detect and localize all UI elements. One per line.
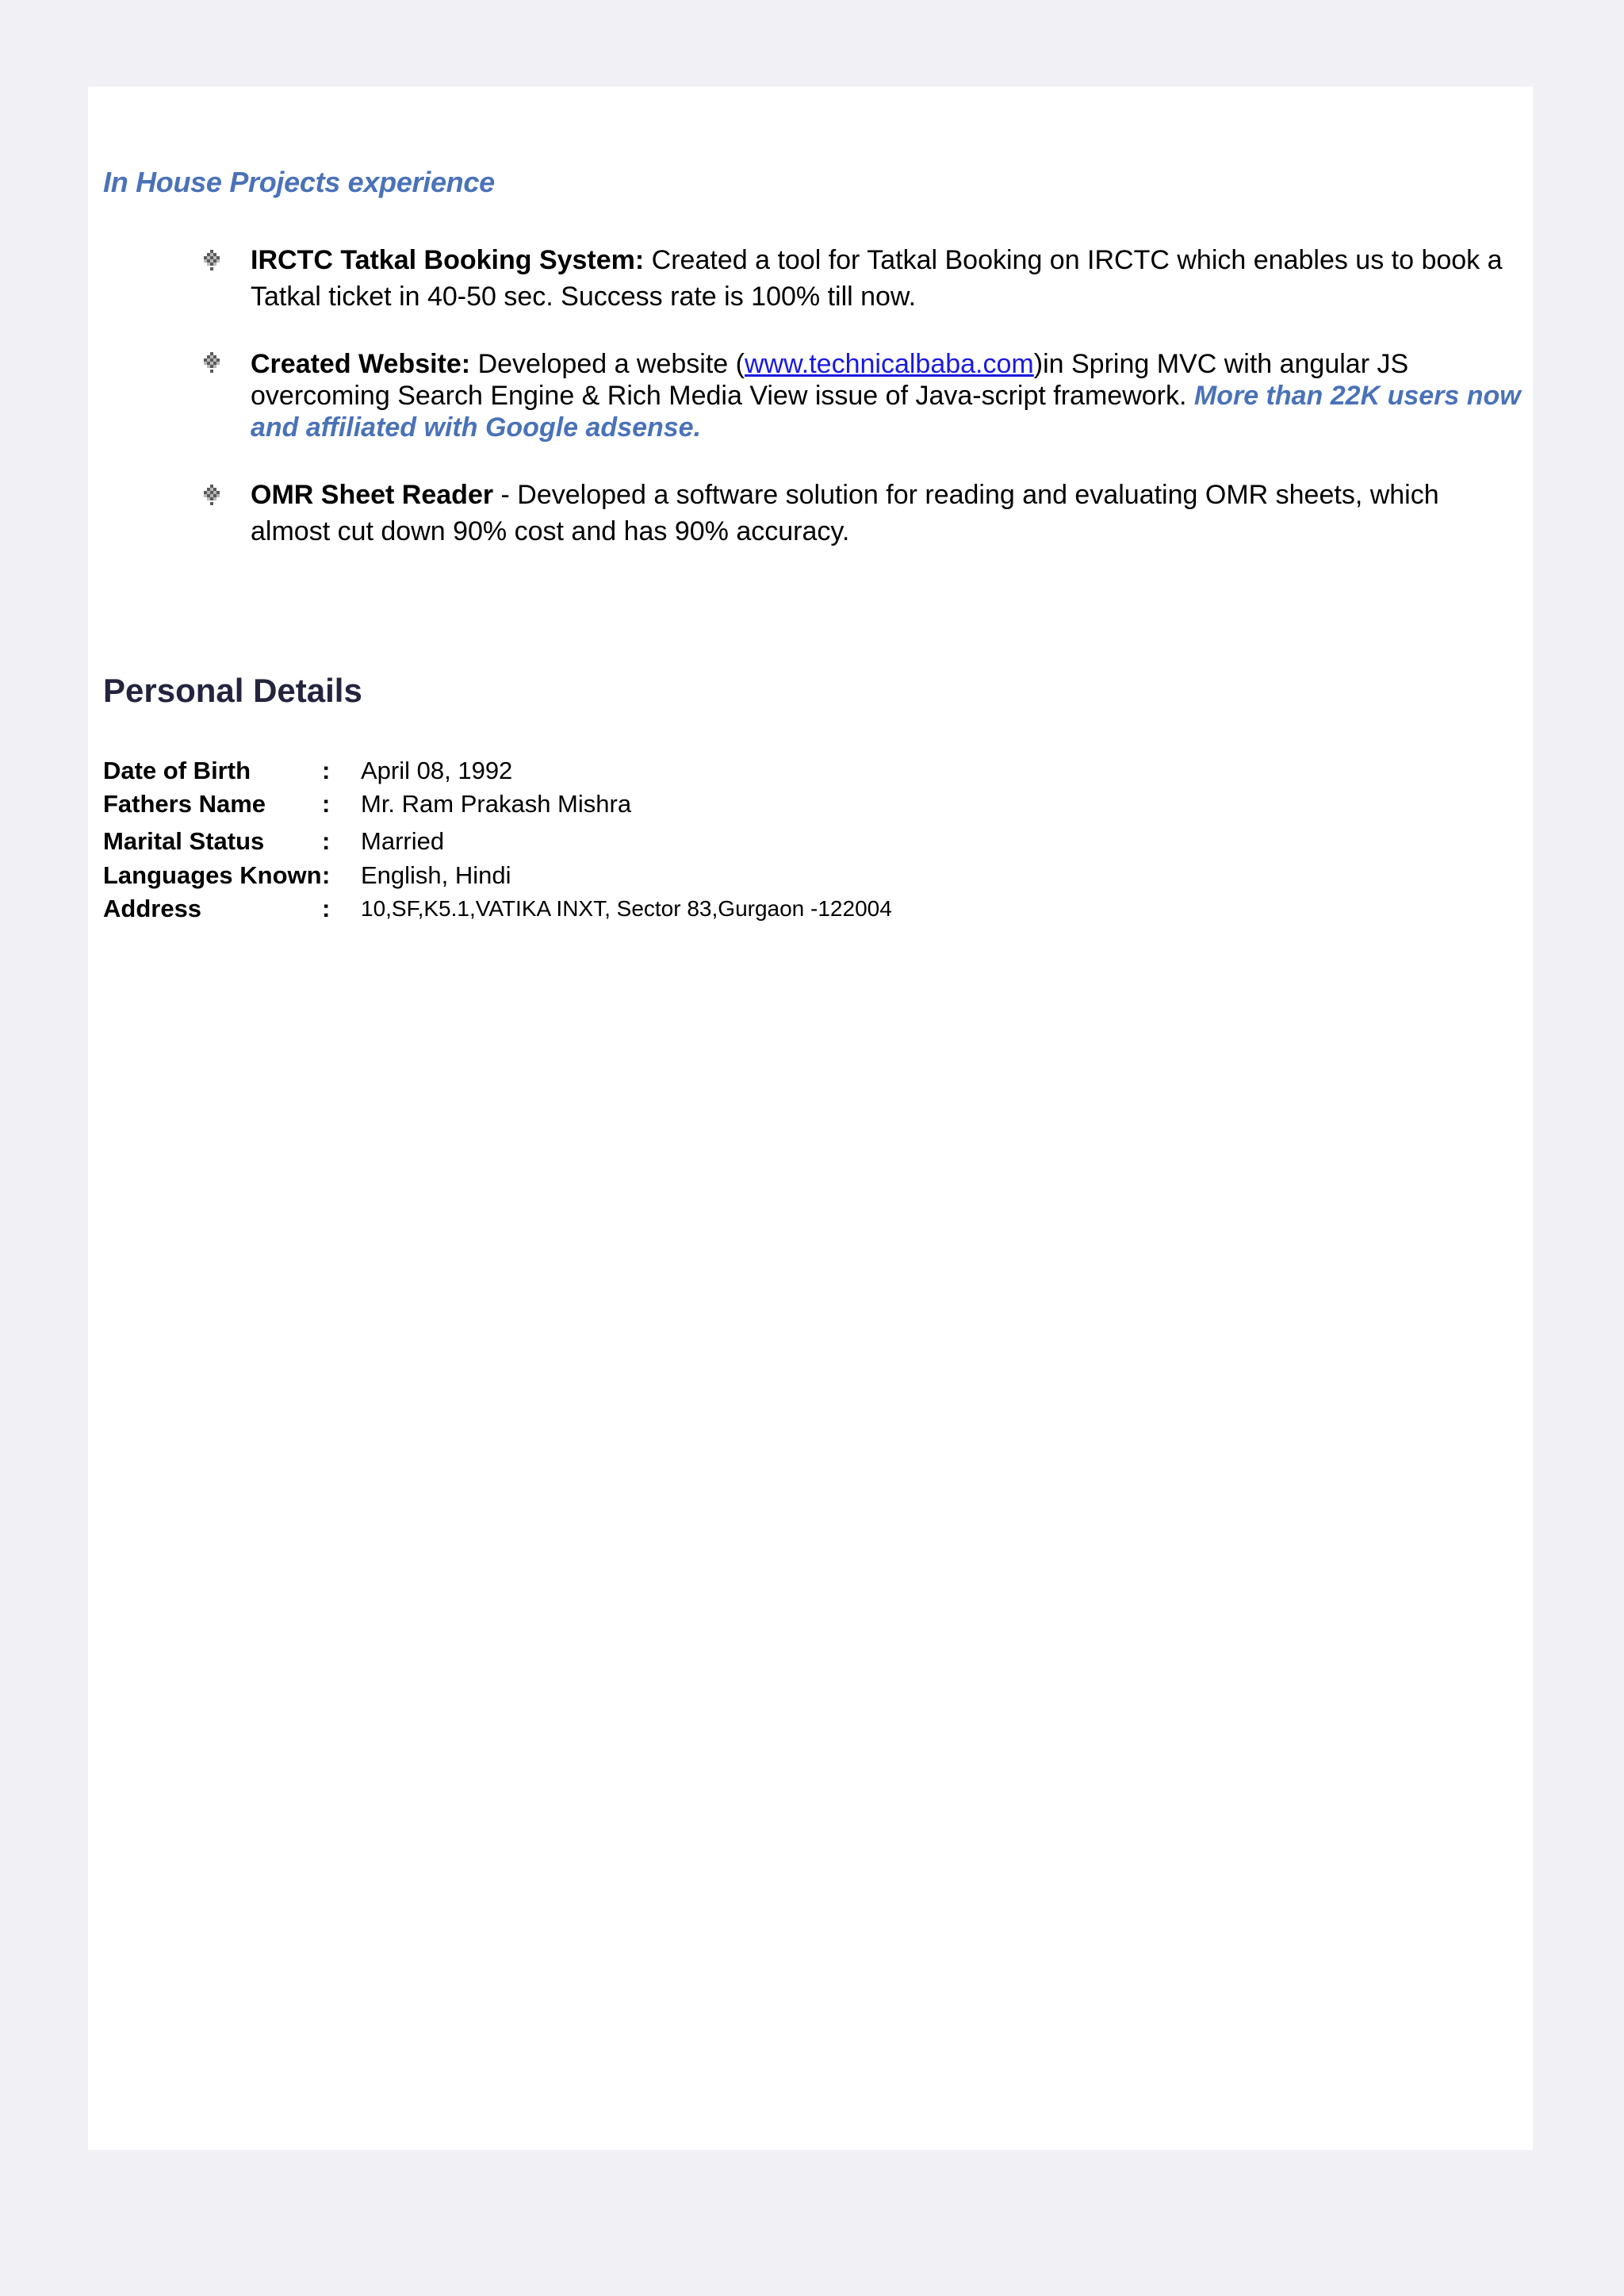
detail-value: Mr. Ram Prakash Mishra [361, 790, 632, 818]
project-title: OMR Sheet Reader [251, 480, 494, 510]
project-title: IRCTC Tatkal Booking System: [251, 245, 645, 275]
project-title: Created Website: [251, 349, 471, 379]
projects-section-heading: In House Projects experience [103, 166, 495, 198]
detail-value: English, Hindi [361, 861, 511, 889]
checkered-diamond-icon [201, 250, 222, 270]
checkered-diamond-icon [201, 352, 222, 373]
detail-separator: : [322, 827, 331, 855]
detail-label: Languages Known [103, 861, 322, 889]
checkered-diamond-icon [201, 485, 222, 505]
project-item-omr [199, 477, 1525, 550]
detail-label: Date of Birth [103, 757, 251, 784]
project-description: Developed a website ( [470, 349, 745, 379]
project-description: - Developed a software solution for reading and evaluating OMR sheets, which almost cut down 90% cost and has 90% accuracy. [251, 480, 1439, 546]
detail-separator: : [322, 861, 331, 889]
detail-separator: : [322, 895, 331, 922]
website-link[interactable]: www.technicalbaba.com [745, 349, 1034, 379]
detail-value: Married [361, 827, 445, 855]
project-item-irctc [199, 242, 1525, 315]
projects-list [199, 242, 1525, 583]
project-item-website [199, 348, 1525, 443]
project-description: Created a tool for Tatkal Booking on IRCTC which enables us to book a Tatkal ticket in 40-50 sec. Success rate is 100% till now. [251, 245, 1503, 312]
detail-value: April 08, 1992 [361, 757, 513, 784]
personal-details-heading: Personal Details [103, 672, 362, 709]
detail-separator: : [322, 757, 331, 784]
detail-separator: : [322, 790, 331, 818]
project-description-continued: )in Spring MVC with angular JS overcoming Search Engine & Rich Media View issue of Java-script framework. [251, 349, 1409, 411]
detail-label: Marital Status [103, 827, 265, 855]
resume-page [88, 86, 1533, 2150]
project-highlight: More than 22K users now and affiliated with Google adsense. [251, 381, 1521, 443]
detail-value: 10,SF,K5.1,VATIKA INXT, Sector 83,Gurgaon -122004 [361, 896, 892, 921]
detail-label: Fathers Name [103, 790, 266, 818]
detail-label: Address [103, 895, 202, 922]
